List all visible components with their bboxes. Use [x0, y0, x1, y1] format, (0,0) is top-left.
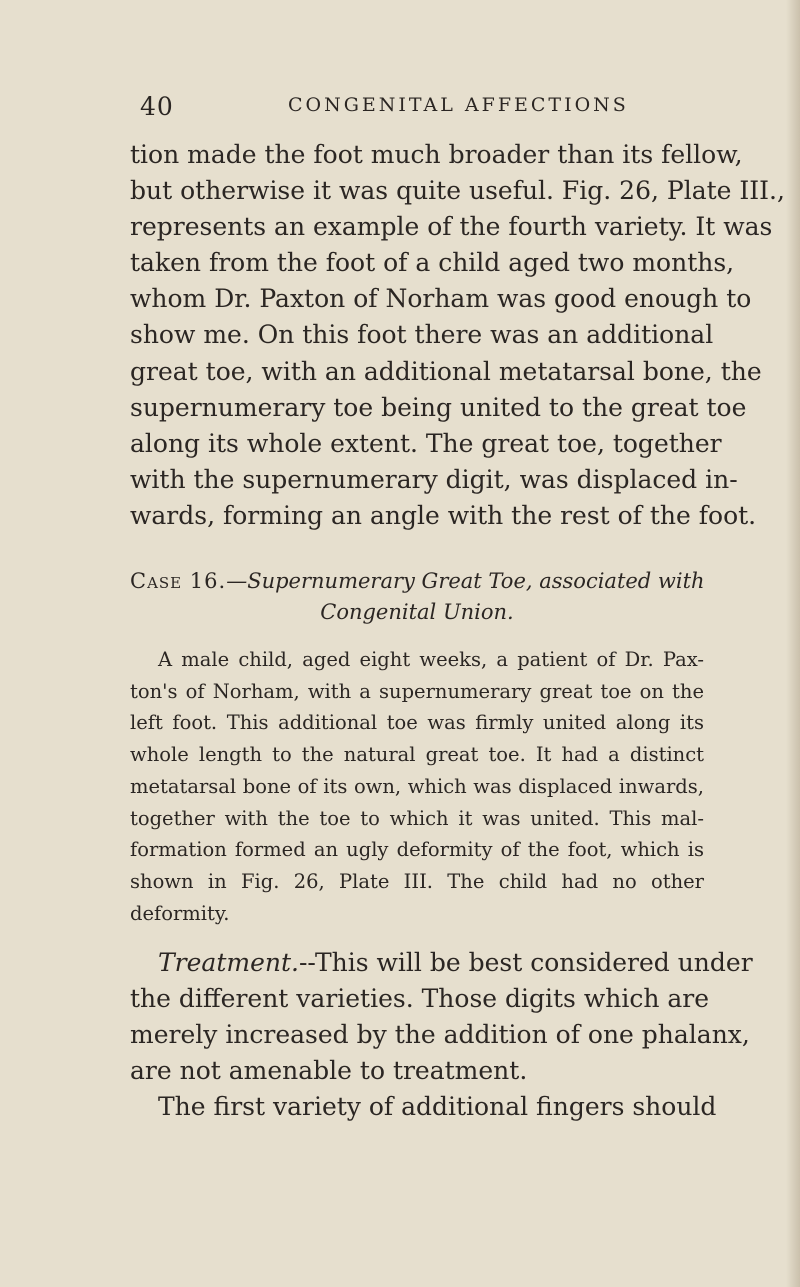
text-line: A male child, aged eight weeks, a patient of Dr. Pax-: [158, 648, 704, 671]
text-line: shown in Fig. 26, Plate III. The child had no other: [130, 869, 704, 893]
case-body: [130, 644, 704, 929]
text-line: the different varieties. Those digits which are: [130, 984, 710, 1014]
text-line: deformity.: [130, 901, 230, 925]
text-line: are not amenable to treatment.: [130, 1056, 528, 1086]
text-line: represents an example of the fourth variety. It was: [130, 212, 773, 242]
text-line: The first variety of additional fingers should: [158, 1092, 717, 1122]
text-line: taken from the foot of a child aged two months,: [130, 248, 735, 278]
case-heading: [130, 566, 704, 628]
case-label: Case 16.: [130, 569, 227, 593]
case-title-continued: Congenital Union.: [320, 600, 514, 624]
page-number: 40: [140, 92, 174, 121]
paragraph-continued: [130, 137, 785, 534]
case-heading-line: [130, 566, 704, 597]
text-line: metatarsal bone of its own, which was displaced inwards,: [130, 774, 704, 798]
text-line: tion made the foot much broader than its fellow,: [130, 140, 743, 169]
text-line: ton's of Norham, with a supernumerary great toe on the: [130, 679, 704, 703]
text-line: together with the toe to which it was united. This mal-: [130, 806, 704, 830]
text-line: with the supernumerary digit, was displaced in-: [130, 464, 738, 494]
text-line: left foot. This additional toe was firmly united along its: [130, 711, 704, 735]
text-line: great toe, with an additional metatarsal bone, the: [130, 356, 762, 386]
text-line: merely increased by the addition of one phalanx,: [130, 1020, 750, 1050]
text-line: wards, forming an angle with the rest of the foot.: [130, 500, 757, 530]
page-edge-shadow: [786, 0, 800, 1287]
text-line: supernumerary toe being united to the great toe: [130, 392, 747, 422]
case-title: —Supernumerary Great Toe, associated with: [226, 569, 705, 593]
text-line: but otherwise it was quite useful. Fig. 26, Plate III.,: [130, 176, 785, 206]
page-header: [140, 92, 700, 122]
text-line: show me. On this foot there was an additional: [130, 320, 714, 350]
text-line: whom Dr. Paxton of Norham was good enough to: [130, 284, 752, 314]
treatment-label: Treatment.: [158, 948, 299, 977]
text-line: whole length to the natural great toe. It had a distinct: [130, 743, 704, 767]
running-title: CONGENITAL AFFECTIONS: [288, 94, 629, 116]
treatment-heading-line: [130, 945, 753, 981]
text-line: along its whole extent. The great toe, together: [130, 428, 722, 458]
treatment-paragraph: [130, 945, 753, 1125]
text-line: formation formed an ugly deformity of the foot, which is: [130, 838, 704, 862]
text-segment: --This will be best considered under: [298, 948, 753, 977]
